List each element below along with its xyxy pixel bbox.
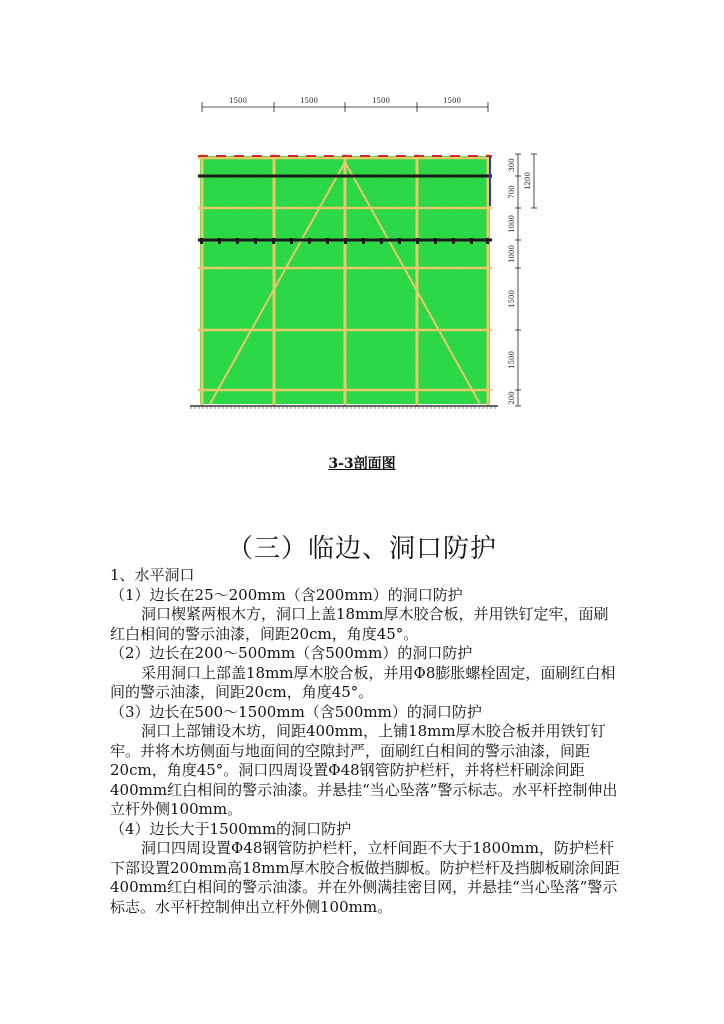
subheading-3: （3）边长在500～1500mm（含500mm）的洞口防护 — [110, 702, 482, 721]
paragraph-1: 洞口楔紧两根木方，洞口上盖18mm厚木胶合板，并用铁钉定牢，面刷红白相间的警示油漆，间距20cm，角度45°。 — [110, 605, 609, 643]
right-dim-300: 300 — [508, 158, 516, 172]
subheading-1: （1）边长在25～200mm（含200mm）的洞口防护 — [110, 585, 463, 604]
paragraph-4: 洞口四周设置Φ48钢管防护栏杆，立杆间距不大于1800mm，防护栏杆下部设置200mm高18mm厚木胶合板做挡脚板。防护栏杆及挡脚板刷涂间距400mm红白相间的警示油漆。并在外侧满挂密目网，并悬挂“当心坠落”警示标志。水平杆控制伸出立杆外侧100mm。 — [110, 839, 620, 916]
paragraph-2: 采用洞口上部盖18mm厚木胶合板，并用Φ8膨胀螺栓固定，面刷红白相间的警示油漆，间距20cm，角度45°。 — [110, 663, 616, 701]
heading-horizontal-opening: 1、水平洞口 — [110, 566, 195, 584]
right-dim-1500a: 1500 — [508, 290, 516, 308]
ground-line — [190, 406, 498, 408]
paragraph-3: 洞口上部铺设木坊，间距400mm，上铺18mm厚木胶合板并用铁钉钉牢。并将木坊侧面与地面间的空隙封严，面刷红白相间的警示油漆，间距20cm，角度45°。洞口四周设置Φ48钢管防护栏杆，并将栏杆刷涂间距400mm红白相间的警示油漆。并悬挂“当心坠落”警示标志。水平杆控制伸出立杆外侧100mm。 — [110, 722, 618, 818]
figure-caption: 3-3剖面图 — [328, 456, 396, 472]
subheading-2: （2）边长在200～500mm（含500mm）的洞口防护 — [110, 644, 473, 662]
body-text — [110, 566, 620, 917]
top-dim-3: 1500 — [372, 97, 390, 105]
right-dim-1000a: 1000 — [508, 215, 516, 233]
subheading-4: （4）边长大于1500mm的洞口防护 — [110, 819, 352, 838]
section-title: （三）临边、洞口防护 — [226, 534, 497, 564]
top-dim-4: 1500 — [443, 97, 461, 105]
right-dim-1200: 1200 — [524, 172, 532, 190]
top-dim-2: 1500 — [300, 97, 318, 105]
right-dim-200: 200 — [508, 391, 516, 405]
right-dim-700: 700 — [508, 185, 516, 199]
top-dim-1: 1500 — [229, 97, 247, 105]
right-dim-1500b: 1500 — [508, 351, 516, 369]
right-dimension-lines — [515, 154, 537, 406]
right-dim-1000b: 1000 — [508, 245, 516, 263]
section-drawing — [180, 90, 550, 420]
